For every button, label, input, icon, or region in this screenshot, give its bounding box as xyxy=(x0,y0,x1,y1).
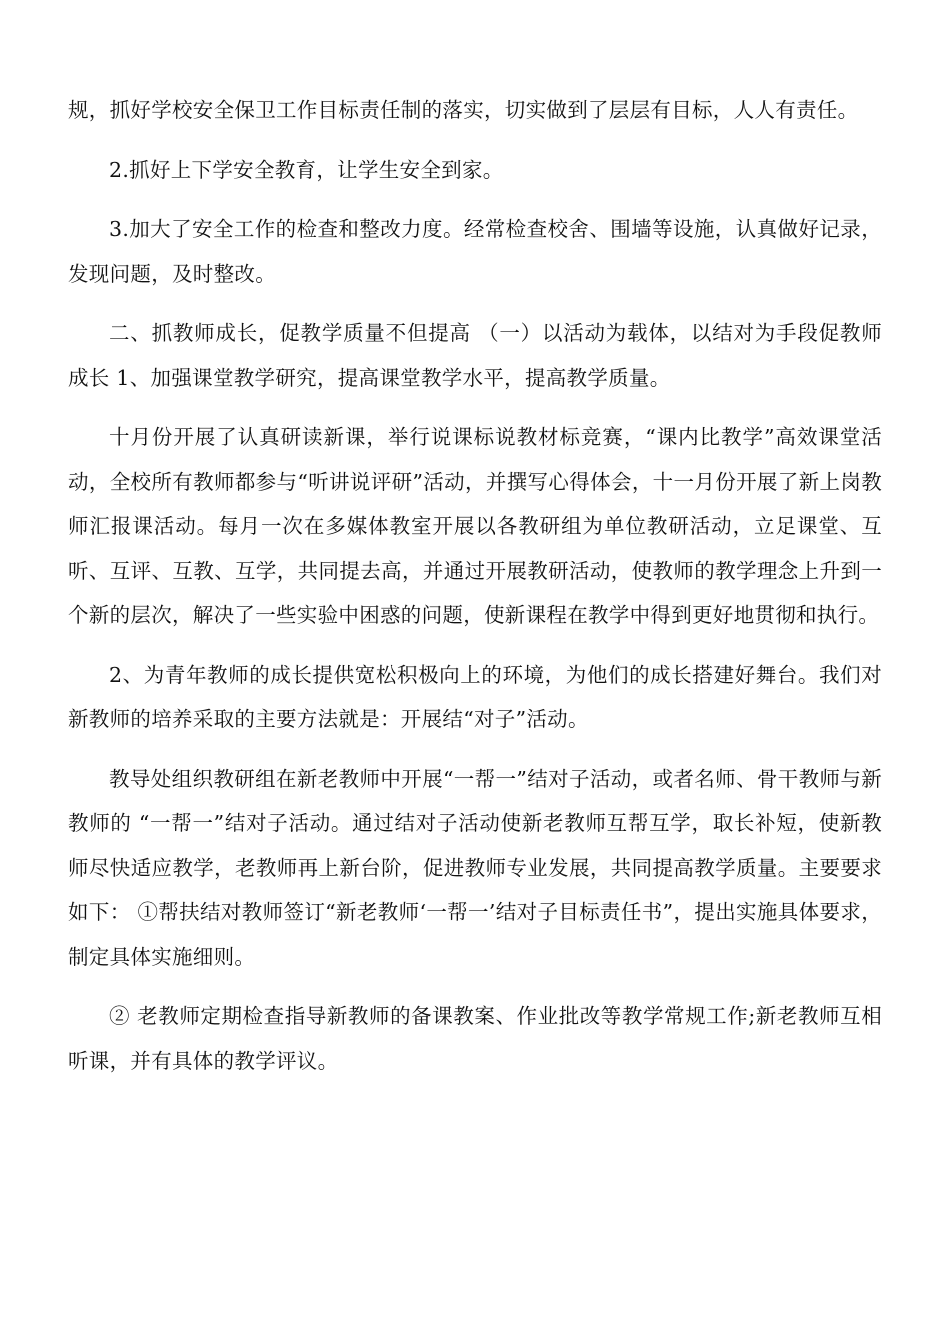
paragraph-4: 二、抓教师成长，促教学质量不但提高 （一）以活动为载体，以结对为手段促教师成长 1、加强课堂教学研究，提高课堂教学水平，提高教学质量。 xyxy=(68,321,882,390)
document-page xyxy=(68,88,882,1098)
paragraph-7: 教导处组织教研组在新老教师中开展“一帮一”结对子活动，或者名师、骨干教师与新教师的 “一帮一”结对子活动。通过结对子活动使新老教师互帮互学，取长补短，使新教师尽快适应教学，老教师再上新台阶，促进教师专业发展，共同提高教学质量。主要要求如下： ①帮扶结对教师签订“新老教师‘一帮一’结对子目标责任书”，提出实施具体要求，制定具体实施细则。 xyxy=(68,766,882,969)
paragraph-8: ② 老教师定期检查指导新教师的备课教案、作业批改等教学常规工作;新老教师互相听课，并有具体的教学评议。 xyxy=(68,1004,882,1073)
paragraph-2: 2.抓好上下学安全教育，让学生安全到家。 xyxy=(109,157,504,182)
paragraph-6: 2、为青年教师的成长提供宽松积极向上的环境，为他们的成长搭建好舞台。我们对新教师的培养采取的主要方法就是：开展结“对子”活动。 xyxy=(68,662,882,731)
paragraph-5: 十月份开展了认真研读新课，举行说课标说教材标竞赛，“课内比教学”高效课堂活动，全校所有教师都参与“听讲说评研”活动，并撰写心得体会，十一月份开展了新上岗教师汇报课活动。每月一次在多媒体教室开展以各教研组为单位教研活动，立足课堂、互听、互评、互教、互学，共同提去高，并通过开展教研活动，使教师的教学理念上升到一个新的层次，解决了一些实验中困惑的问题，使新课程在教学中得到更好地贯彻和执行。 xyxy=(68,425,882,627)
paragraph-1: 规，抓好学校安全保卫工作目标责任制的落实，切实做到了层层有目标，人人有责任。 xyxy=(68,98,859,122)
paragraph-3: 3.加大了安全工作的检查和整改力度。经常检查校舍、围墙等设施，认真做好记录，发现问题，及时整改。 xyxy=(68,217,882,286)
